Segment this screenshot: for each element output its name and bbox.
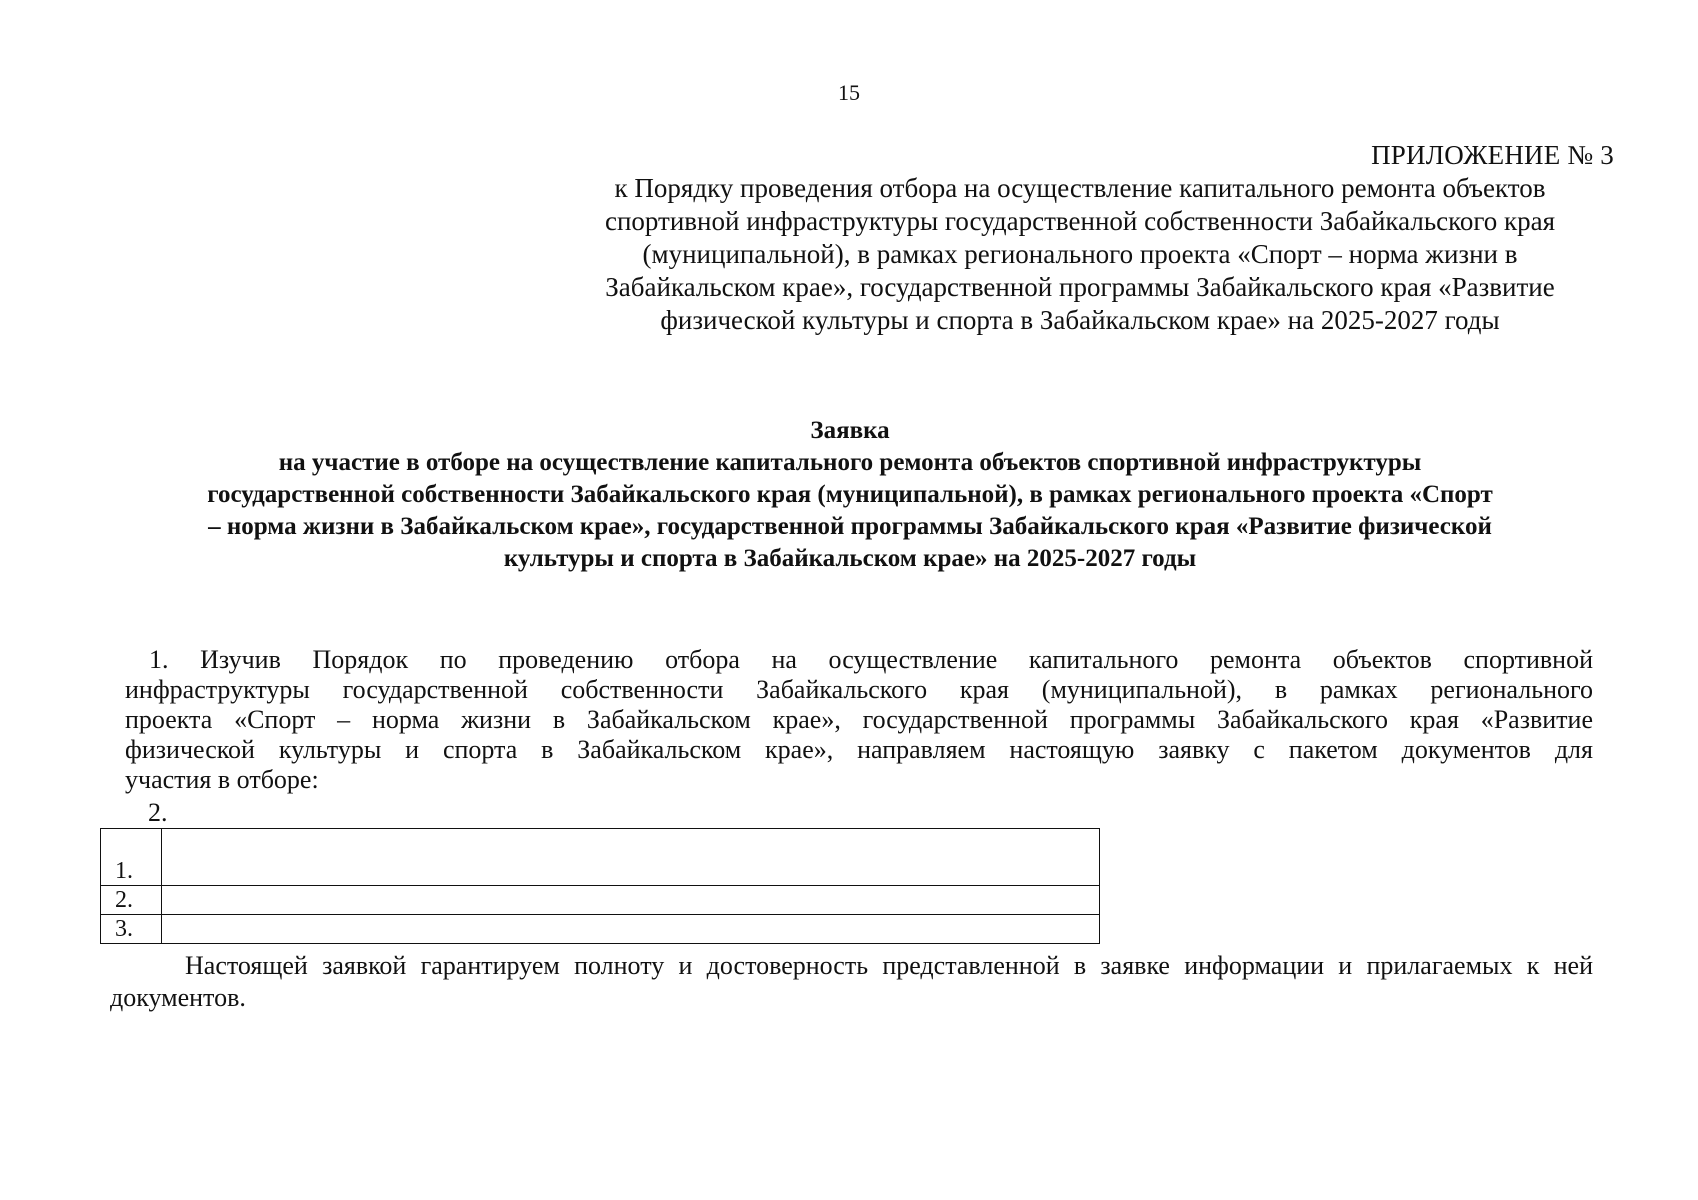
document-title-line: культуры и спорта в Забайкальском крае» на 2025-2027 годы	[503, 545, 1197, 572]
document-title-line: на участие в отборе на осуществление капитального ремонта объектов спортивной инфраструктуры	[278, 449, 1422, 476]
appendix-subtitle-line: Забайкальском крае», государственной программы Забайкальского края «Развитие	[605, 272, 1555, 302]
paragraph-line: участия в отборе:	[125, 765, 319, 794]
appendix-subtitle-line: к Порядку проведения отбора на осуществление капитального ремонта объектов	[614, 173, 1546, 203]
table-row-number: 1.	[101, 829, 162, 886]
table-row	[101, 829, 1100, 886]
appendix-subtitle-line: спортивной инфраструктуры государственной собственности Забайкальского края	[604, 206, 1556, 236]
documents-table	[100, 828, 1100, 944]
table-row	[101, 886, 1100, 915]
table-row-cell[interactable]	[162, 829, 1100, 886]
page-number: 15	[838, 80, 860, 105]
table-row-cell[interactable]	[162, 886, 1100, 915]
paragraph-line: проекта «Спорт – норма жизни в Забайкальском крае», государственной программы Забайкальского края «Развитие	[125, 705, 1593, 734]
paragraph-1	[125, 645, 1593, 795]
paragraph-line: документов.	[110, 983, 246, 1012]
appendix-subtitle-line: (муниципальной), в рамках регионального проекта «Спорт – норма жизни в	[642, 239, 1518, 269]
appendix-subtitle	[550, 172, 1610, 337]
appendix-subtitle-line: физической культуры и спорта в Забайкальском крае» на 2025-2027 годы	[660, 305, 1500, 335]
table-row-number: 3.	[101, 915, 162, 944]
appendix-title: ПРИЛОЖЕНИЕ № 3	[1371, 140, 1614, 170]
document-title-line: государственной собственности Забайкальского края (муниципальной), в рамках регионального проекта «Спорт	[207, 481, 1493, 508]
paragraph-line: Настоящей заявкой гарантируем полноту и достоверность представленной в заявке информации и прилагаемых к ней	[185, 951, 1593, 980]
table-row-number: 2.	[101, 886, 162, 915]
paragraph-line: 1. Изучив Порядок по проведению отбора на осуществление капитального ремонта объектов спортивной	[149, 645, 1593, 674]
paragraph-2	[110, 950, 1593, 1014]
item-2-label: 2.	[148, 798, 168, 827]
paragraph-line: инфраструктуры государственной собственности Забайкальского края (муниципальной), в рамках регионального	[125, 675, 1593, 704]
document-title-line: – норма жизни в Забайкальском крае», государственной программы Забайкальского края «Развитие физической	[208, 513, 1492, 540]
paragraph-line: физической культуры и спорта в Забайкальском крае», направляем настоящую заявку с пакетом документов для	[125, 735, 1593, 764]
table-row-cell[interactable]	[162, 915, 1100, 944]
document-heading: Заявка	[810, 417, 890, 444]
document-title	[110, 415, 1590, 575]
table-row	[101, 915, 1100, 944]
